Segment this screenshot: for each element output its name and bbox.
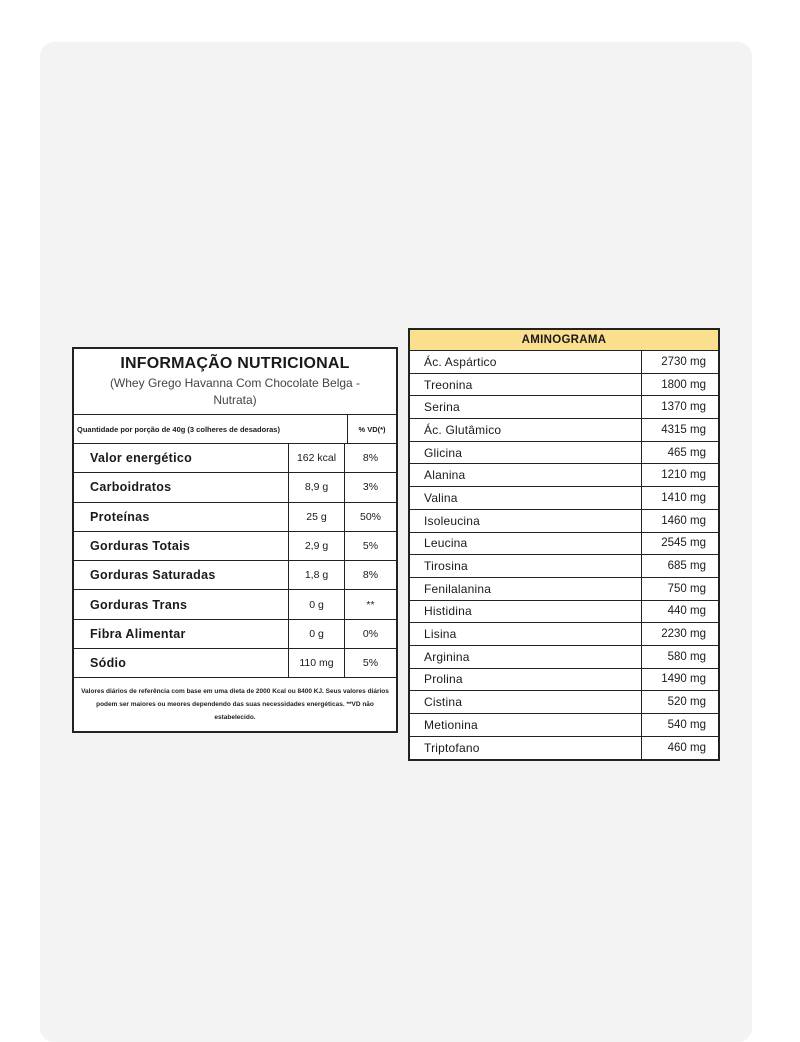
amino-acid-name: Glicina bbox=[410, 442, 642, 464]
nutrition-rows bbox=[74, 444, 396, 678]
aminogram-row bbox=[410, 487, 718, 510]
nutrition-subtitle: (Whey Grego Havanna Com Chocolate Belga - Nutrata) bbox=[109, 376, 361, 407]
nutrient-qty: 25 g bbox=[289, 503, 345, 531]
nutrient-name: Carboidratos bbox=[74, 473, 289, 501]
amino-acid-value: 1460 mg bbox=[661, 514, 706, 527]
aminogram-row bbox=[410, 442, 718, 465]
nutrition-row bbox=[74, 473, 396, 502]
amino-acid-name: Alanina bbox=[410, 464, 642, 486]
nutrient-vd: 50% bbox=[359, 510, 381, 523]
amino-acid-name: Treonina bbox=[410, 374, 642, 396]
nutrient-vd: 0% bbox=[362, 627, 379, 640]
nutrient-vd: 8% bbox=[362, 452, 379, 465]
amino-acid-value: 520 mg bbox=[667, 696, 706, 709]
aminogram-row bbox=[410, 555, 718, 578]
amino-acid-name: Fenilalanina bbox=[410, 578, 642, 600]
amino-acid-value: 2545 mg bbox=[661, 537, 706, 550]
nutrient-name: Fibra Alimentar bbox=[74, 620, 289, 648]
nutrition-row bbox=[74, 503, 396, 532]
nutrient-qty: 2,9 g bbox=[289, 532, 345, 560]
nutrition-row bbox=[74, 444, 396, 473]
amino-acid-value: 540 mg bbox=[667, 718, 706, 731]
nutrient-name: Sódio bbox=[74, 649, 289, 677]
amino-acid-name: Valina bbox=[410, 487, 642, 509]
nutrition-row bbox=[74, 532, 396, 561]
amino-acid-value: 685 mg bbox=[667, 560, 706, 573]
vd-header: % VD(*) bbox=[358, 424, 386, 434]
aminogram-row bbox=[410, 601, 718, 624]
aminogram-row bbox=[410, 578, 718, 601]
amino-acid-name: Ác. Glutâmico bbox=[410, 419, 642, 441]
amino-acid-name: Leucina bbox=[410, 533, 642, 555]
amino-acid-value: 2230 mg bbox=[661, 628, 706, 641]
amino-acid-value: 460 mg bbox=[667, 742, 706, 755]
aminogram-row bbox=[410, 419, 718, 442]
aminogram-row bbox=[410, 464, 718, 487]
nutrition-footnote: Valores diários de referência com base em uma dieta de 2000 Kcal ou 8400 KJ. Seus valores diários podem ser maiores ou meores dependendo das suas necessidades energéticas. **VD não estabelecido. bbox=[81, 688, 389, 722]
serving-label: Quantidade por porção de 40g (3 colheres de desadoras) bbox=[74, 415, 348, 443]
nutrition-row bbox=[74, 620, 396, 649]
nutrient-qty: 8,9 g bbox=[289, 473, 345, 501]
amino-acid-value: 1800 mg bbox=[661, 378, 706, 391]
amino-acid-value: 580 mg bbox=[667, 650, 706, 663]
amino-acid-name: Prolina bbox=[410, 669, 642, 691]
nutrient-name: Gorduras Trans bbox=[74, 590, 289, 618]
nutrient-name: Gorduras Totais bbox=[74, 532, 289, 560]
amino-acid-name: Lisina bbox=[410, 623, 642, 645]
nutrition-row bbox=[74, 649, 396, 678]
nutrition-header bbox=[74, 349, 396, 415]
amino-acid-name: Histidina bbox=[410, 601, 642, 623]
nutrient-qty: 162 kcal bbox=[289, 444, 345, 472]
amino-acid-name: Triptofano bbox=[410, 737, 642, 760]
aminogram-row bbox=[410, 510, 718, 533]
nutrient-name: Gorduras Saturadas bbox=[74, 561, 289, 589]
amino-acid-value: 1410 mg bbox=[661, 491, 706, 504]
nutrition-title: INFORMAÇÃO NUTRICIONAL bbox=[120, 355, 350, 372]
amino-acid-name: Cistina bbox=[410, 691, 642, 713]
aminogram-title: AMINOGRAMA bbox=[410, 330, 718, 351]
aminogram-row bbox=[410, 533, 718, 556]
amino-acid-name: Tirosina bbox=[410, 555, 642, 577]
amino-acid-name: Isoleucina bbox=[410, 510, 642, 532]
amino-acid-value: 750 mg bbox=[667, 582, 706, 595]
nutrient-qty: 110 mg bbox=[289, 649, 345, 677]
nutrient-vd: 5% bbox=[362, 540, 379, 553]
aminogram-table bbox=[408, 328, 720, 761]
nutrition-row bbox=[74, 561, 396, 590]
amino-acid-name: Serina bbox=[410, 396, 642, 418]
amino-acid-value: 4315 mg bbox=[661, 423, 706, 436]
amino-acid-name: Arginina bbox=[410, 646, 642, 668]
aminogram-row bbox=[410, 737, 718, 760]
nutrient-qty: 0 g bbox=[289, 590, 345, 618]
nutrient-name: Valor energético bbox=[74, 444, 289, 472]
amino-acid-value: 1210 mg bbox=[661, 469, 706, 482]
aminogram-rows bbox=[410, 351, 718, 759]
nutrient-name: Proteínas bbox=[74, 503, 289, 531]
aminogram-row bbox=[410, 691, 718, 714]
amino-acid-value: 1370 mg bbox=[661, 401, 706, 414]
amino-acid-value: 465 mg bbox=[667, 446, 706, 459]
nutrition-row bbox=[74, 590, 396, 619]
nutrient-vd: 8% bbox=[362, 569, 379, 582]
aminogram-row bbox=[410, 351, 718, 374]
serving-row bbox=[74, 415, 396, 444]
aminogram-row bbox=[410, 646, 718, 669]
amino-acid-name: Metionina bbox=[410, 714, 642, 736]
aminogram-row bbox=[410, 396, 718, 419]
nutrient-vd: 5% bbox=[362, 657, 379, 670]
amino-acid-name: Ác. Aspártico bbox=[410, 351, 642, 373]
aminogram-row bbox=[410, 374, 718, 397]
amino-acid-value: 2730 mg bbox=[661, 355, 706, 368]
amino-acid-value: 1490 mg bbox=[661, 673, 706, 686]
nutrition-facts-table bbox=[72, 347, 398, 733]
aminogram-row bbox=[410, 669, 718, 692]
nutrient-qty: 1,8 g bbox=[289, 561, 345, 589]
nutrient-qty: 0 g bbox=[289, 620, 345, 648]
aminogram-row bbox=[410, 623, 718, 646]
amino-acid-value: 440 mg bbox=[667, 605, 706, 618]
nutrient-vd: ** bbox=[366, 598, 375, 611]
nutrient-vd: 3% bbox=[362, 481, 379, 494]
aminogram-row bbox=[410, 714, 718, 737]
